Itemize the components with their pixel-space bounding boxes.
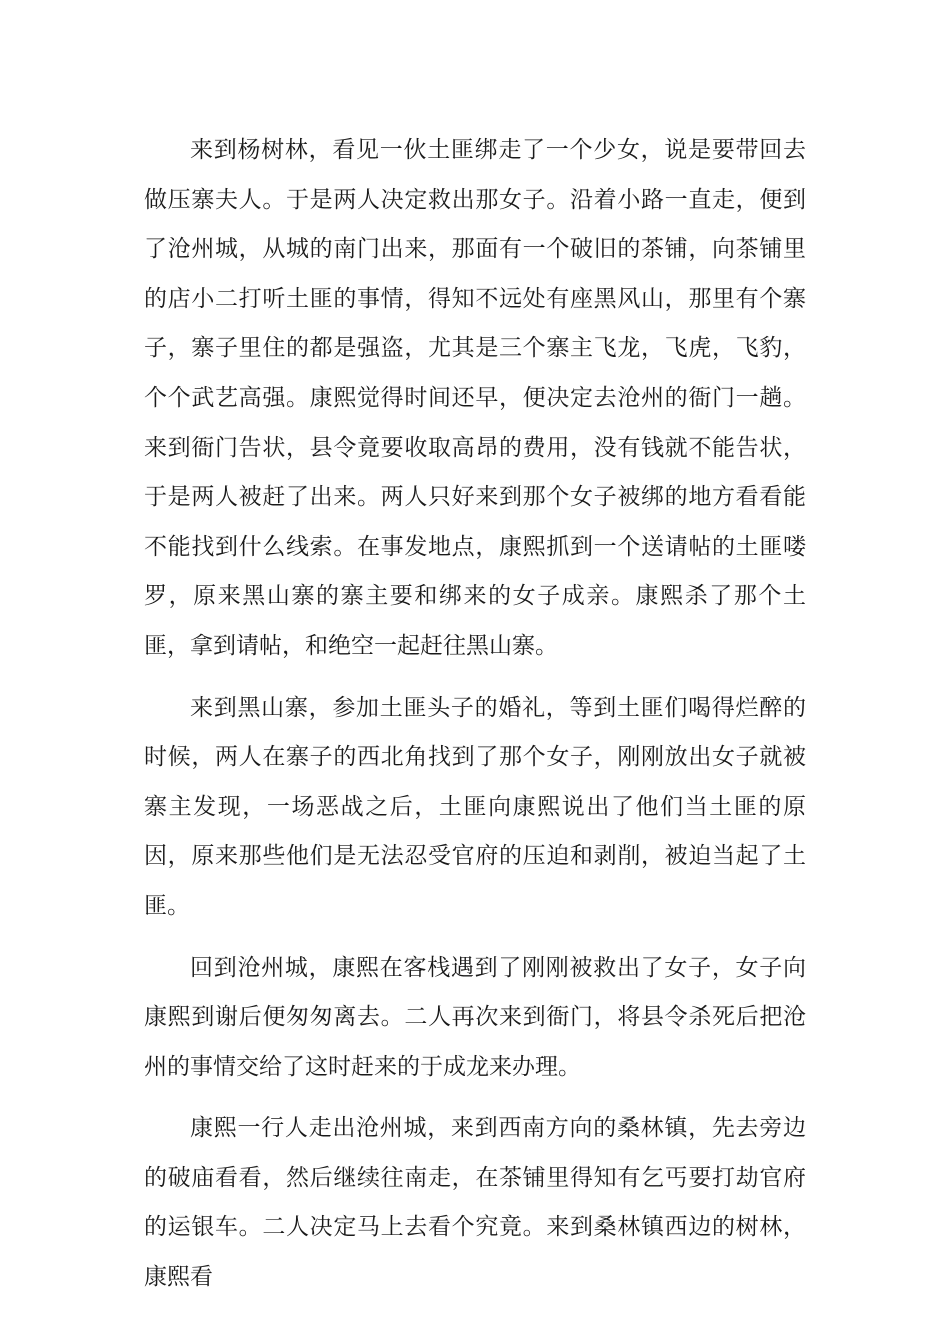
- body-text: [144, 126, 806, 1315]
- paragraph-2: 来到黑山寨，参加土匪头子的婚礼，等到土匪们喝得烂醉的时候，两人在寨子的西北角找到了那个女子，刚刚放出女子就被寨主发现，一场恶战之后，土匪向康熙说出了他们当土匪的原因，原来那些他们是无法忍受官府的压迫和剥削，被迫当起了土匪。: [144, 694, 806, 919]
- paragraph-3: 回到沧州城，康熙在客栈遇到了刚刚被救出了女子，女子向康熙到谢后便匆匆离去。二人再次来到衙门，将县令杀死后把沧州的事情交给了这时赶来的于成龙来办理。: [144, 954, 806, 1080]
- paragraph-1: 来到杨树林，看见一伙土匪绑走了一个少女，说是要带回去做压寨夫人。于是两人决定救出那女子。沿着小路一直走，便到了沧州城，从城的南门出来，那面有一个破旧的茶铺，向茶铺里的店小二打听土匪的事情，得知不远处有座黑风山，那里有个寨子，寨子里住的都是强盗，尤其是三个寨主飞龙，飞虎，飞豹，个个武艺高强。康熙觉得时间还早，便决定去沧州的衙门一趟。来到衙门告状，县令竟要收取高昂的费用，没有钱就不能告状，于是两人被赶了出来。两人只好来到那个女子被绑的地方看看能不能找到什么线索。在事发地点，康熙抓到一个送请帖的土匪喽罗，原来黑山寨的寨主要和绑来的女子成亲。康熙杀了那个土匪，拿到请帖，和绝空一起赶往黑山寨。: [144, 137, 806, 659]
- paragraph-4: 康熙一行人走出沧州城，来到西南方向的桑林镇，先去旁边的破庙看看，然后继续往南走，在茶铺里得知有乞丐要打劫官府的运银车。二人决定马上去看个究竟。来到桑林镇西边的树林，康熙看: [144, 1115, 806, 1291]
